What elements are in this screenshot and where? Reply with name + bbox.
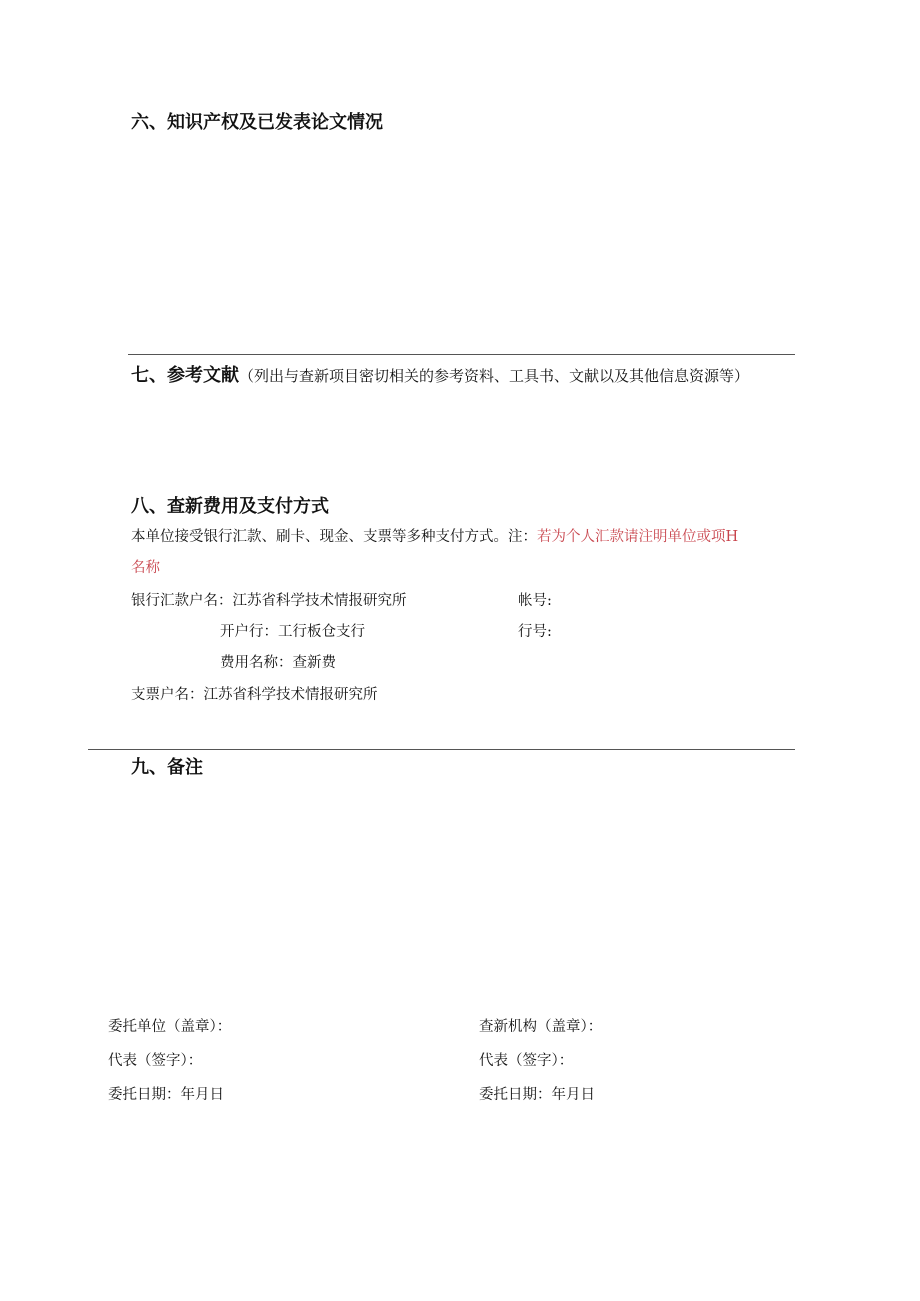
agency-date: 委托日期：年月日 <box>479 1087 595 1103</box>
client-unit-seal: 委托单位（盖章）： <box>108 1019 232 1035</box>
section-7-title: 七、参考文献 <box>131 365 239 386</box>
fee-name: 费用名称：查新费 <box>220 655 336 671</box>
agency-rep-signature: 代表（签字）： <box>479 1053 574 1069</box>
bank-code-label: 行号: <box>518 624 552 640</box>
cheque-account-name: 支票户名：江苏省科学技术情报研究所 <box>131 687 378 703</box>
divider-1 <box>128 354 795 355</box>
payment-intro: 本单位接受银行汇款、刷卡、现金、支票等多种支付方式。注： <box>131 529 537 545</box>
section-6-title: 六、知识产权及已发表论文情况 <box>131 112 383 133</box>
section-7-note: （列出与查新项目密切相关的参考资料、工具书、文献以及其他信息资源等） <box>239 367 750 385</box>
client-date: 委托日期：年月日 <box>108 1087 224 1103</box>
account-number-label: 帐号: <box>518 593 552 609</box>
client-rep-signature: 代表（签字）： <box>108 1053 203 1069</box>
payment-warning-cont: 名称 <box>131 560 160 576</box>
divider-2 <box>88 749 795 750</box>
section-7-heading <box>131 361 749 387</box>
payment-intro-line <box>131 525 738 546</box>
agency-seal: 查新机构（盖章）： <box>479 1019 603 1035</box>
section-9-title: 九、备注 <box>131 757 203 778</box>
payment-warning: 若为个人汇款请注明单位或项H <box>537 529 739 545</box>
bank-account-name: 银行汇款户名：江苏省科学技术情报研究所 <box>131 593 407 609</box>
section-8-title: 八、查新费用及支付方式 <box>131 496 329 517</box>
bank-branch: 开户行：工行板仓支行 <box>220 624 365 640</box>
